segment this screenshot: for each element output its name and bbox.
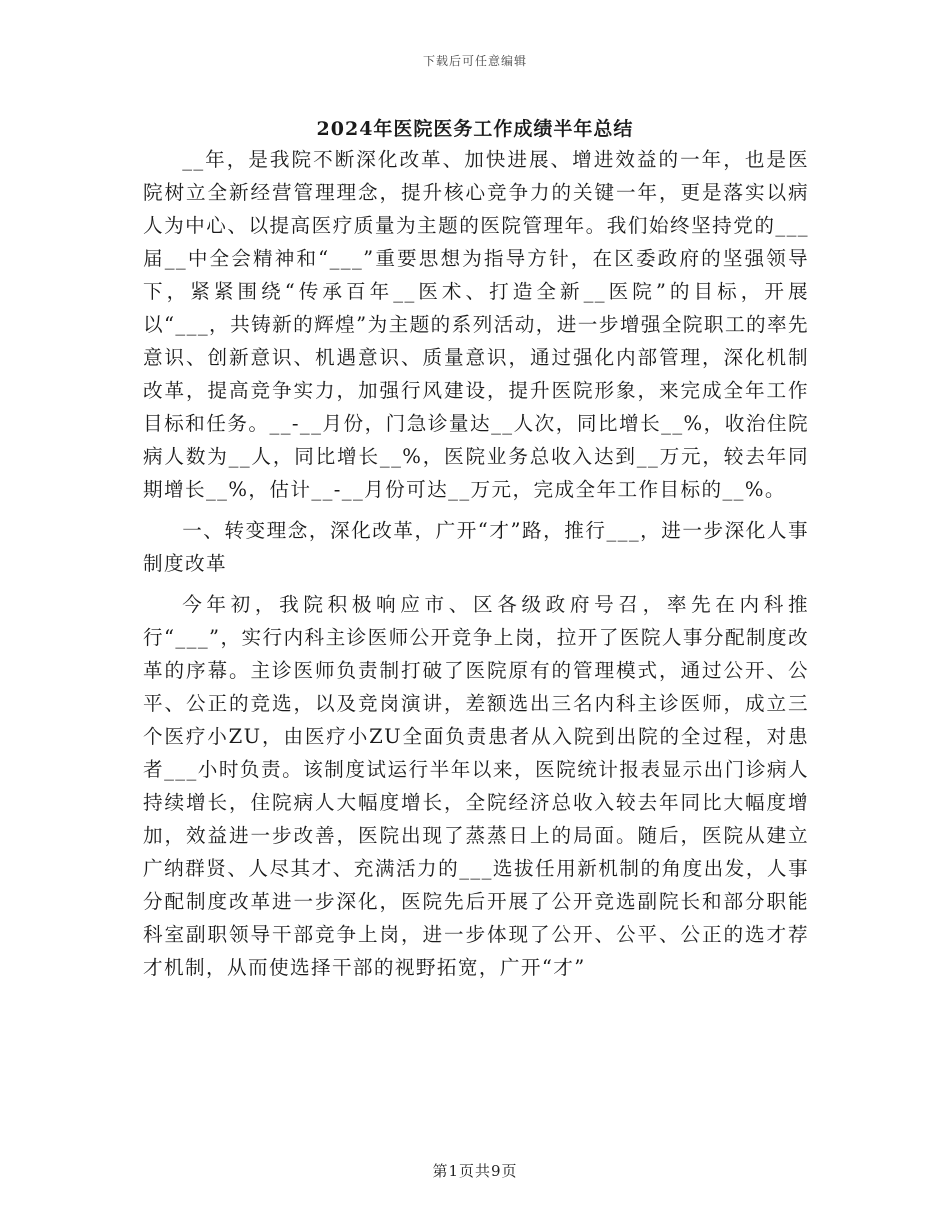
page-number: 第1页共9页 <box>432 1162 518 1180</box>
document-body <box>143 143 809 984</box>
paragraph-intro: __年，是我院不断深化改革、加快进展、增进效益的一年，也是医院树立全新经营管理理念，提升核心竞争力的关键一年，更是落实以病人为中心、以提高医疗质量为主题的医院管理年。我们始终坚持党的___届__中全会精神和“___”重要思想为指导方针，在区委政府的坚强领导下，紧紧围绕“传承百年__医术、打造全新__医院”的目标，开展以“___，共铸新的辉煌”为主题的系列活动，进一步增强全院职工的率先意识、创新意识、机遇意识、质量意识，通过强化内部管理，深化机制改革，提高竞争实力，加强行风建设，提升医院形象，来完成全年工作目标和任务。__-__月份，门急诊量达__人次，同比增长__%，收治住院病人数为__人，同比增长__%，医院业务总收入达到__万元，较去年同期增长__%，估计__-__月份可达__万元，完成全年工作目标的__%。 <box>143 148 809 501</box>
section-heading-1: 一、转变理念，深化改革，广开“才”路，推行___，进一步深化人事制度改革 <box>143 519 809 575</box>
document-title: 2024年医院医务工作成绩半年总结 <box>316 118 634 140</box>
page-header-note: 下载后可任意编辑 <box>422 54 527 68</box>
paragraph-section-1: 今年初，我院积极响应市、区各级政府号召，率先在内科推行“___”，实行内科主诊医师公开竞争上岗，拉开了医院人事分配制度改革的序幕。主诊医师负责制打破了医院原有的管理模式，通过公开、公平、公正的竞选，以及竞岗演讲，差额选出三名内科主诊医师，成立三个医疗小ZU，由医疗小ZU全面负责患者从入院到出院的全过程，对患者___小时负责。该制度试运行半年以来，医院统计报表显示出门诊病人持续增长，住院病人大幅度增长，全院经济总收入较去年同比大幅度增加，效益进一步改善，医院出现了蒸蒸日上的局面。随后，医院从建立广纳群贤、人尽其才、充满活力的___选拔任用新机制的角度出发，人事分配制度改革进一步深化，医院先后开展了公开竞选副院长和部分职能科室副职领导干部竞争上岗，进一步体现了公开、公平、公正的选才荐才机制，从而使选择干部的视野拓宽，广开“才” <box>143 593 809 979</box>
